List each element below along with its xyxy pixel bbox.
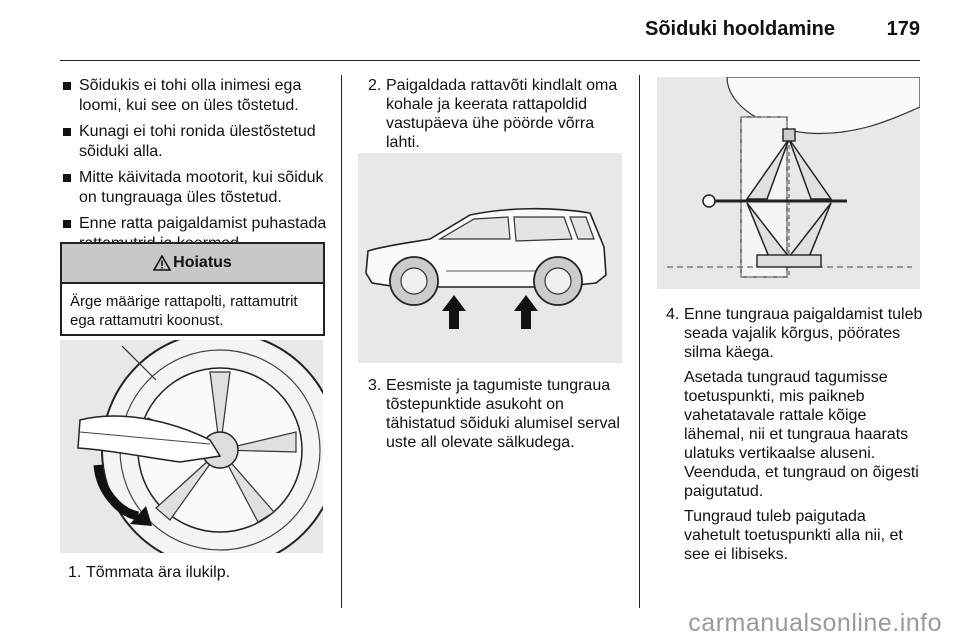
safety-bullet-list xyxy=(62,76,332,260)
warning-title: Hoiatus xyxy=(173,254,232,271)
page-header xyxy=(60,0,920,61)
figure-jack-placement xyxy=(657,77,920,289)
list-item: Enne ratta paigaldamist puhastada xyxy=(62,214,332,254)
step-4: 4. Enne tungraua paigaldamist tuleb seada vajalik kõrgus, pöörates silma käega. Asetada tungraud tagumisse toetuspunkti, mis paikneb vahetatavale rattale kõige lähemal, nii et tungraua haarats ulatuks vertikaalse aluseni. Veenduda, et tungraud on õigesti paigutatud. Tungraud tuleb paigutada vahetult toetuspunkti alla nii, et see ei libiseks. xyxy=(666,305,926,570)
page-number: 179 xyxy=(886,18,920,40)
step-4-paragraph: Enne tungraua paigaldamist tuleb seada vajalik kõrgus, pöörates silma käega. xyxy=(684,306,923,361)
bullet-square-icon xyxy=(63,174,71,182)
bullet-square-icon xyxy=(63,82,71,90)
column-divider xyxy=(341,75,342,608)
column-divider xyxy=(639,75,640,608)
warning-text: Ärge määrige rattapolti, rattamutrit ega rattamutri koonust. xyxy=(70,293,298,329)
list-item: Kunagi ei tohi ronida ülestõstetud sõiduki alla. xyxy=(62,122,332,162)
list-item: Sõidukis ei tohi olla inimesi ega loomi, kui see on üles tõstetud. xyxy=(62,76,332,116)
warning-box xyxy=(60,242,325,336)
warning-triangle-icon xyxy=(153,255,171,271)
figure-wheel-cover-removal xyxy=(60,340,323,553)
page-title: Sõiduki hooldamine xyxy=(644,18,835,40)
watermark: carmanualsonline.info xyxy=(688,609,942,637)
step-1: 1. Tõmmata ära ilukilp. xyxy=(68,564,231,581)
step-2: 2. Paigaldada rattavõti kindlalt oma kohale ja keerata rattapoldid vastupäeva ühe pöörde võrra lahti. xyxy=(368,77,618,151)
step-4-paragraph: Asetada tungraud tagumisse toetuspunkti, mis paikneb vahetatavale rattale kõige lähemal, nii et tungraua haarats ulatuks vertikaalse aluseni. Veenduda, et tungraud on õigesti paigutatud. xyxy=(684,369,919,500)
step-3: 3. Eesmiste ja tagumiste tungraua tõstepunktide asukoht on tähistatud sõiduki alumisel serval uste all olevate sälkudega. xyxy=(368,377,620,451)
figure-jacking-points xyxy=(358,153,622,363)
warning-header xyxy=(62,244,323,284)
bullet-square-icon xyxy=(63,128,71,136)
step-4-paragraph: Tungraud tuleb paigutada vahetult toetuspunkti alla nii, et see ei libiseks. xyxy=(684,508,903,563)
bullet-square-icon xyxy=(63,220,71,228)
list-item: Mitte käivitada mootorit, kui sõiduk on tungrauaga üles tõstetud. xyxy=(62,168,332,208)
